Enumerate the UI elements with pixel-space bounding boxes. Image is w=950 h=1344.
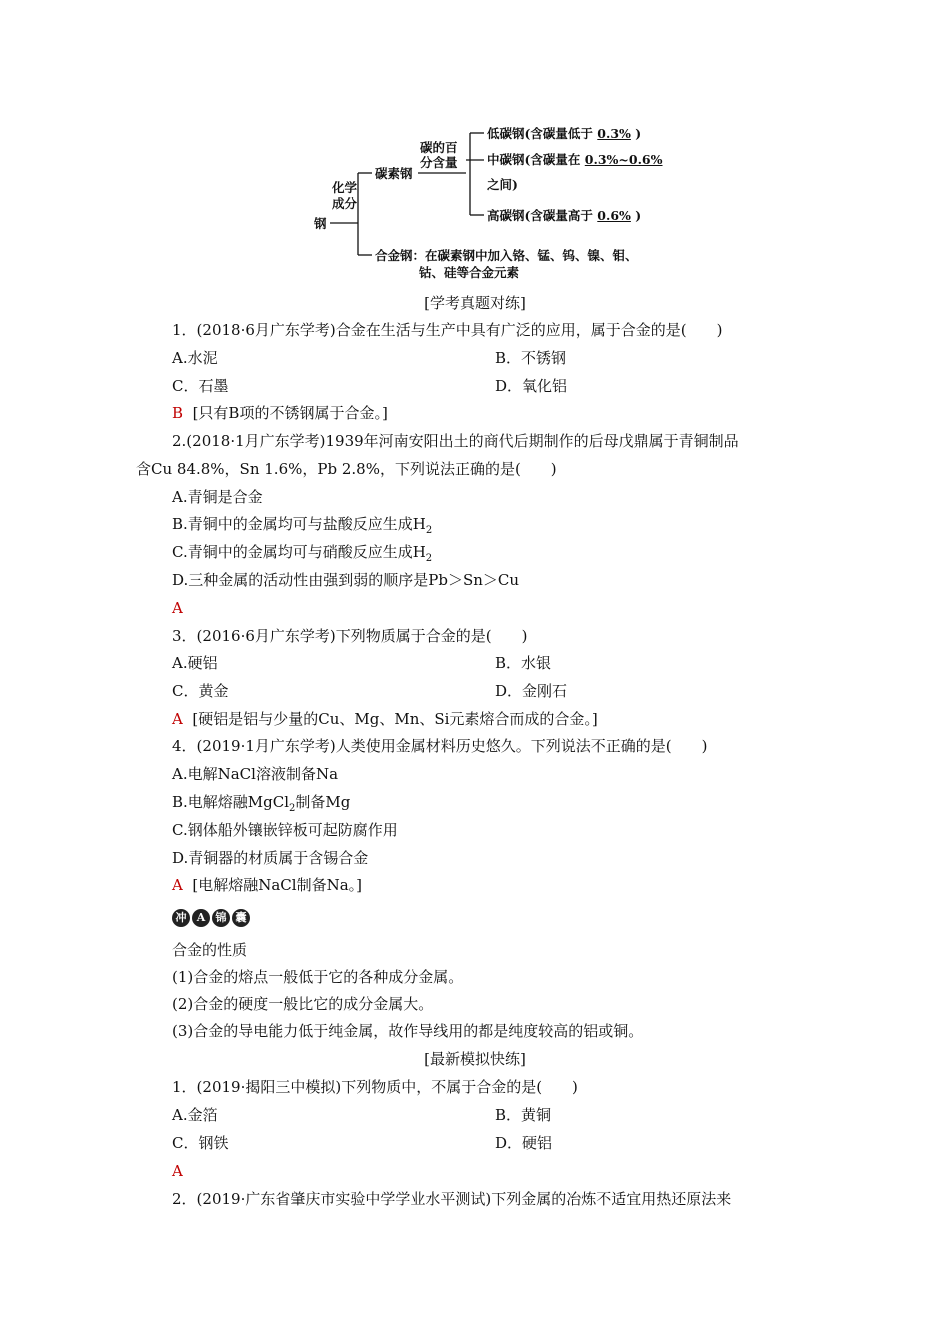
q4-option-b: B.电解熔融MgCl$_2$制备Mg xyxy=(172,793,351,814)
diagram-carbon-steel: 碳素钢 xyxy=(375,166,413,181)
q2-stem-2: 含Cu 84.8%，Sn 1.6%，Pb 2.8%，下列说法正确的是( ) xyxy=(136,460,557,478)
diagram-high-carbon: 高碳钢(含碳量高于 0.6% ) xyxy=(487,208,642,223)
m1-stem: 1．(2019·揭阳三中模拟)下列物质中，不属于合金的是( ) xyxy=(172,1078,578,1096)
q3-stem: 3．(2016·6月广东学考)下列物质属于合金的是( ) xyxy=(172,627,528,645)
badge-char-4: 囊 xyxy=(232,909,250,927)
badge-char-3: 锦 xyxy=(212,909,230,927)
q2-option-b: B.青铜中的金属均可与盐酸反应生成$H_2$ xyxy=(172,515,433,536)
diagram-category: 化学成分 xyxy=(332,180,358,211)
badge-char-2: A xyxy=(192,909,210,927)
tip-3: (3)合金的导电能力低于纯金属，故作导线用的都是纯度较高的铝或铜。 xyxy=(172,1022,644,1040)
m1-option-d: D．硬铝 xyxy=(495,1134,553,1152)
m1-option-b: B．黄铜 xyxy=(495,1106,552,1124)
q4-stem: 4．(2019·1月广东学考)人类使用金属材料历史悠久。下列说法不正确的是( ) xyxy=(172,737,708,755)
q3-option-d: D．金刚石 xyxy=(495,682,568,700)
q2-option-d: D.三种金属的活动性由强到弱的顺序是Pb＞Sn＞Cu xyxy=(172,571,520,589)
m1-answer: A xyxy=(172,1162,183,1180)
m1-option-c: C．钢铁 xyxy=(172,1134,229,1152)
diagram-low-carbon: 低碳钢(含碳量低于 0.3% ) xyxy=(487,126,642,141)
q2-option-c: C.青铜中的金属均可与硝酸反应生成$H_2$ xyxy=(172,543,433,564)
tip-1: (1)合金的熔点一般低于它的各种成分金属。 xyxy=(172,968,464,986)
tip-2: (2)合金的硬度一般比它的成分金属大。 xyxy=(172,995,434,1013)
steel-classification-diagram xyxy=(300,118,700,288)
q1-option-c: C．石墨 xyxy=(172,377,229,395)
q3-answer: A [硬铝是铝与少量的Cu、Mg、Mn、Si元素熔合而成的合金。] xyxy=(172,710,598,728)
q1-option-a: A.水泥 xyxy=(172,349,218,367)
q1-answer: B [只有B项的不锈钢属于合金。] xyxy=(172,404,388,422)
q4-option-d: D.青铜器的材质属于含锡合金 xyxy=(172,849,369,867)
tips-title: 合金的性质 xyxy=(172,941,248,959)
diagram-carbon-content: 碳的百分含量 xyxy=(420,140,458,170)
q4-option-a: A.电解NaCl溶液制备Na xyxy=(172,765,339,783)
q1-option-b: B．不锈钢 xyxy=(495,349,567,367)
section-title-mock: [最新模拟快练] xyxy=(424,1050,526,1068)
m2-stem: 2．(2019·广东省肇庆市实验中学学业水平测试)下列金属的冶炼不适宜用热还原法来 xyxy=(172,1190,732,1208)
q1-option-d: D．氧化铝 xyxy=(495,377,568,395)
q3-option-a: A.硬铝 xyxy=(172,654,218,672)
q2-option-a: A.青铜是合金 xyxy=(172,488,263,506)
q3-option-b: B．水银 xyxy=(495,654,552,672)
diagram-alloy-steel-1: 合金钢：在碳素钢中加入铬、锰、钨、镍、钼、 xyxy=(375,248,638,263)
badge-char-1: 冲 xyxy=(172,909,190,927)
diagram-mid-carbon-end: 之间) xyxy=(487,177,518,192)
q4-option-c: C.钢体船外镶嵌锌板可起防腐作用 xyxy=(172,821,398,839)
diagram-root: 钢 xyxy=(314,216,327,231)
q3-option-c: C．黄金 xyxy=(172,682,229,700)
q2-stem-1: 2.(2018·1月广东学考)1939年河南安阳出土的商代后期制作的后母戊鼎属于青铜制品 xyxy=(172,432,739,450)
diagram-mid-carbon: 中碳钢(含碳量在 0.3%~0.6% xyxy=(487,152,663,167)
diagram-alloy-steel-2: 钴、硅等合金元素 xyxy=(419,265,520,280)
tips-badge xyxy=(172,907,258,927)
q4-answer: A [电解熔融NaCl制备Na。] xyxy=(172,876,363,894)
q1-stem: 1．(2018·6月广东学考)合金在生活与生产中具有广泛的应用，属于合金的是( ) xyxy=(172,321,723,339)
section-title-exam: [学考真题对练] xyxy=(424,294,526,312)
q2-answer: A xyxy=(172,599,183,617)
m1-option-a: A.金箔 xyxy=(172,1106,218,1124)
